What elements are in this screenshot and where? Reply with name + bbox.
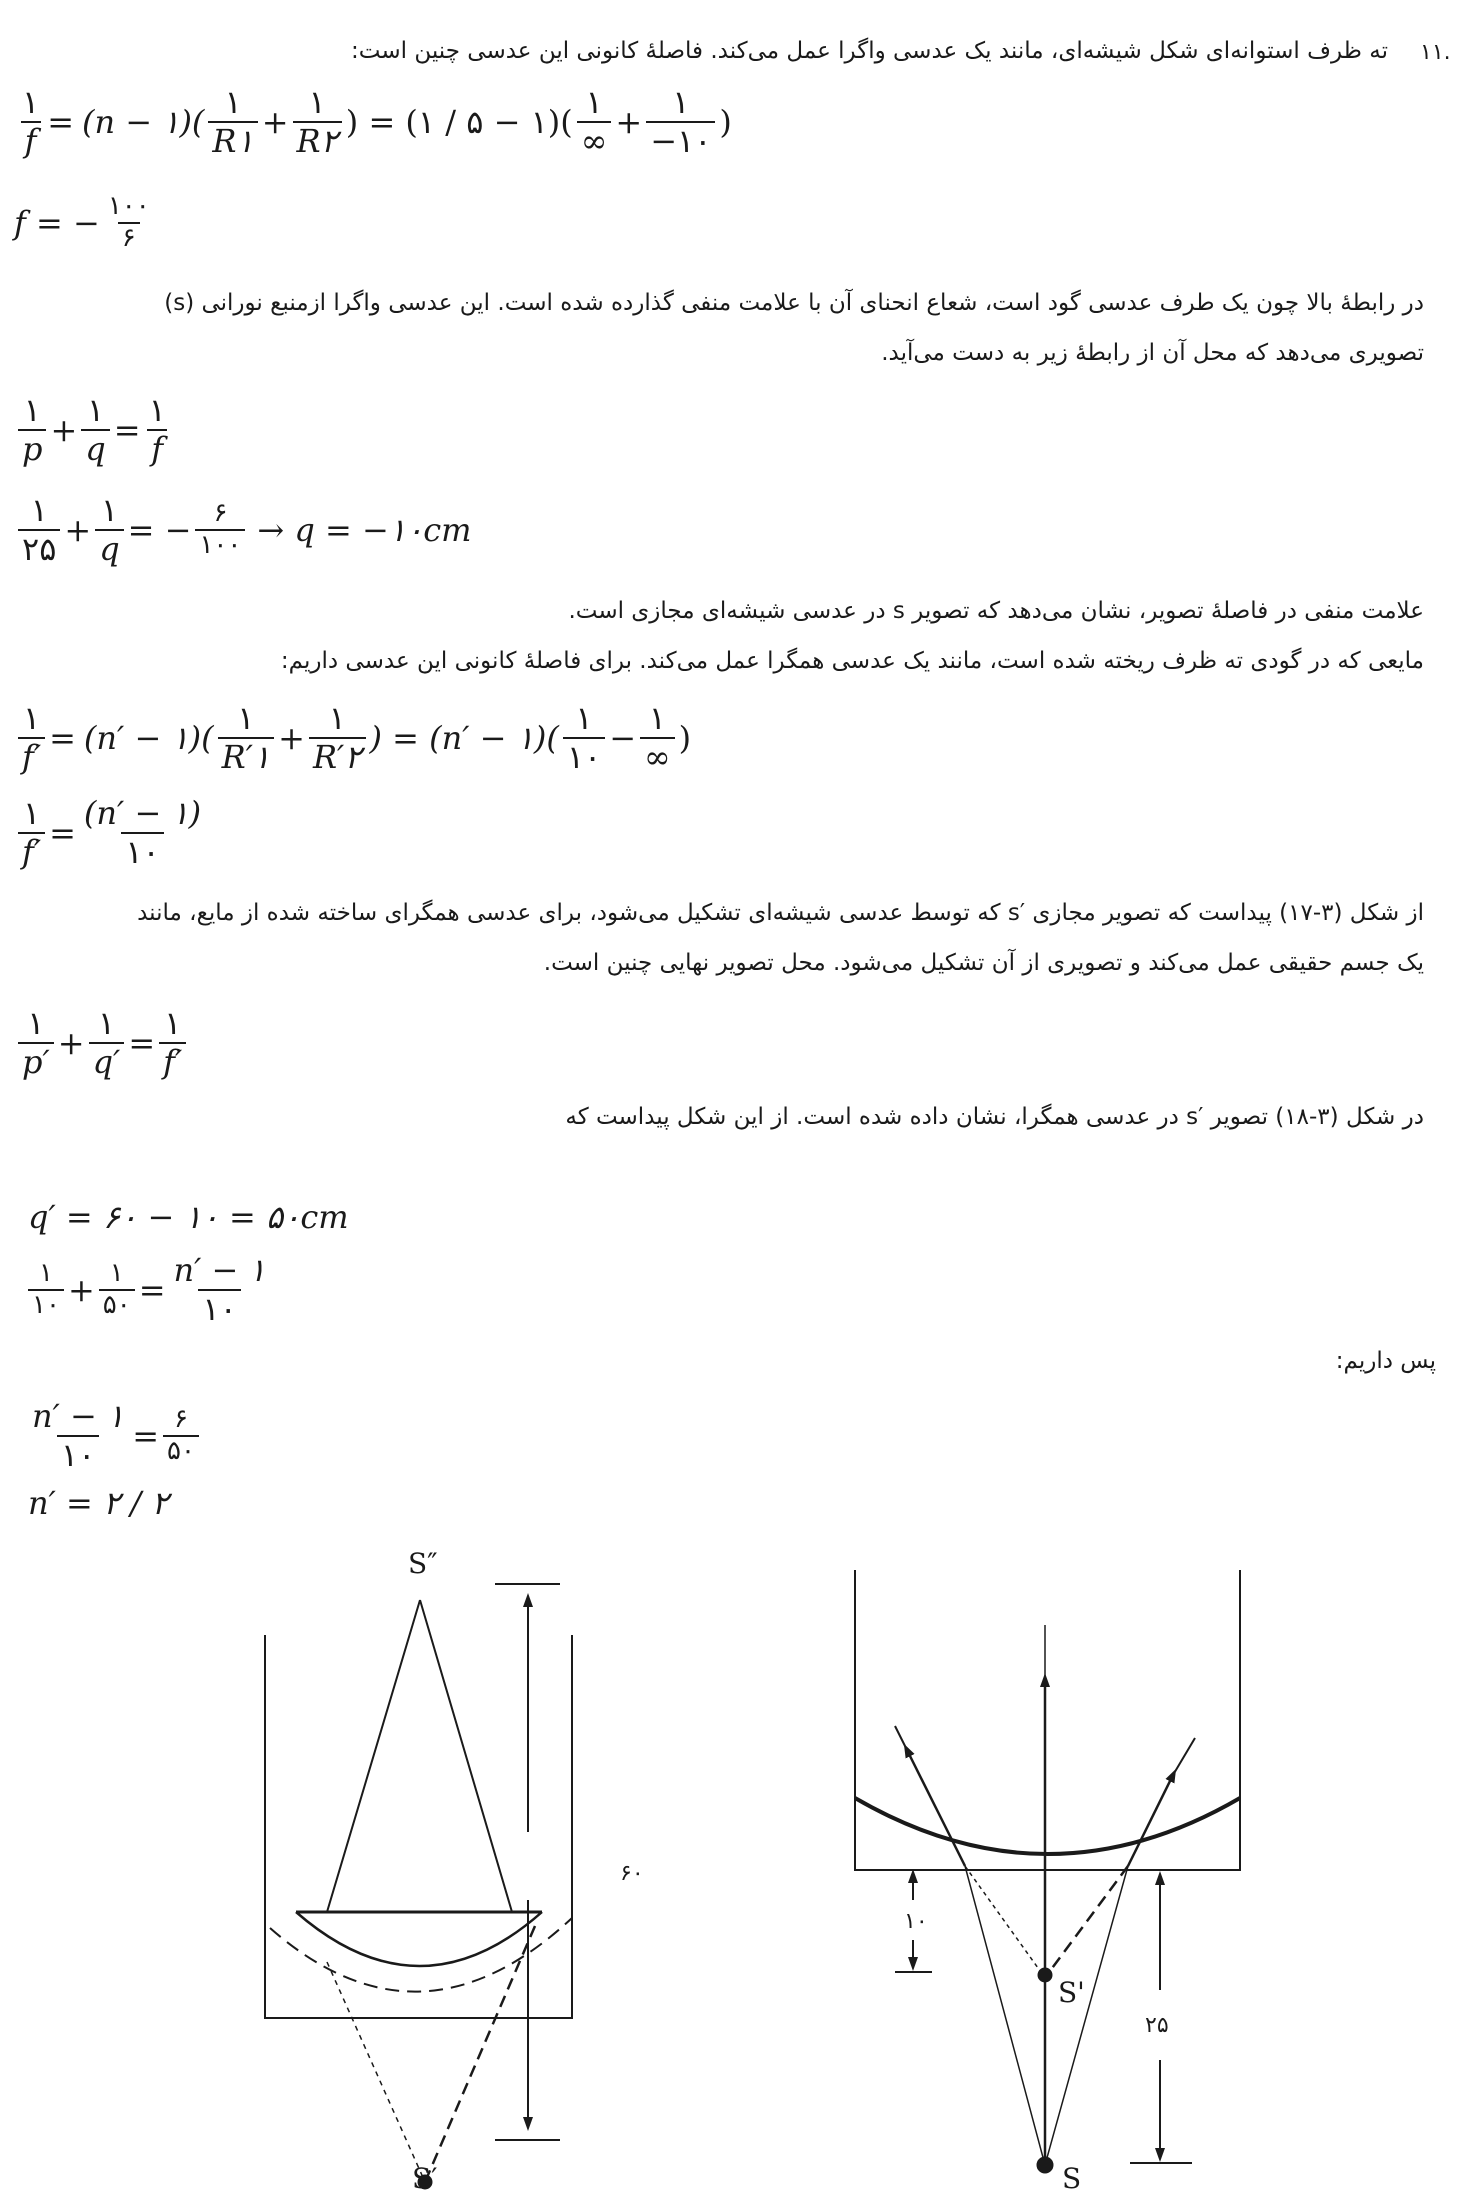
- liquid-lens-bottom: [296, 1912, 542, 1966]
- equation-2: f = − $\frac{۱۰۰}{۶}$: [14, 191, 150, 253]
- virtual-ray-right: [1047, 1866, 1128, 1975]
- paragraph-2a: در رابطهٔ بالا چون یک طرف عدسی گود است، شعاع انحنای آن با علامت منفی گذارده شده است. این عدسی واگرا ازمنبع نورانی (s): [164, 290, 1424, 316]
- paragraph-1: ته ظرف استوانه‌ای شکل شیشه‌ای، مانند یک عدسی واگرا عمل می‌کند. فاصلهٔ کانونی این عدسی چنین است:: [351, 38, 1388, 64]
- paragraph-5b: یک جسم حقیقی عمل می‌کند و تصویری از آن تشکیل می‌شود. محل تصویر نهایی چنین است.: [543, 950, 1424, 976]
- equation-3: $\frac{۱}{p}$ + $\frac{۱}{q}$ = $\frac{۱}{f}$: [14, 392, 174, 468]
- paragraph-4: مایعی که در گودی ته ظرف ریخته شده است، مانند یک عدسی همگرا عمل می‌کند. برای فاصلهٔ کانونی این عدسی داریم:: [280, 648, 1424, 674]
- paragraph-6: در شکل (۳-۱۸) تصویر ′s در عدسی همگرا، نشان داده شده است. از این شکل پیداست که: [565, 1104, 1424, 1130]
- equation-10: $\frac{n' - ۱}{۱۰}$ = $\frac{۶}{۵۰}$: [24, 1398, 203, 1474]
- left-ray-dashed-1: [327, 1962, 425, 2182]
- label-25: ۲۵: [1145, 2013, 1169, 2038]
- ray-right-upper: [1173, 1738, 1195, 1775]
- source-dot: [1037, 2157, 1053, 2173]
- left-container: [265, 1635, 572, 2018]
- equation-11: n′ = ۲ / ۲: [28, 1484, 169, 1522]
- ray-left-upper: [895, 1726, 907, 1750]
- paragraph-5a: از شکل (۳-۱۷) پیداست که تصویر مجازی ′s که توسط عدسی شیشه‌ای تشکیل می‌شود، برای عدسی همگرای ساخته شده از مایع، مانند: [137, 900, 1424, 926]
- left-figure: [265, 1584, 572, 2189]
- equation-7: $\frac{۱}{p'}$ + $\frac{۱}{q'}$ = $\frac{۱}{f'}$: [14, 1005, 190, 1081]
- label-10: ۱۰: [904, 1909, 928, 1934]
- equation-5: $\frac{۱}{f'}$ = (n′ − ۱)( $\frac{۱}{R'۱}$ + $\frac{۱}{R'۲}$ ) = (n′ − ۱)( $\frac{۱}{۱۰}$ − $\frac{۱}{\infty}$ ): [14, 700, 691, 776]
- equation-8: q′ = ۶۰ − ۱۰ = ۵۰cm: [28, 1198, 349, 1236]
- equation-1: $\frac{۱}{f}$ = (n − ۱)( $\frac{۱}{R۱}$ + $\frac{۱}{R۲}$ ) = (۱ / ۵ − ۱)( $\frac{۱}{\infty}$ + $\frac{۱}{-۱۰}$ ): [22, 83, 732, 160]
- glass-bottom-curved: [855, 1798, 1240, 1854]
- label-s-double-prime: S″: [408, 1547, 438, 1580]
- virtual-image-dot: [1038, 1968, 1052, 1982]
- ray-right-out: [1128, 1775, 1173, 1866]
- label-60: ۶۰: [620, 1861, 644, 1886]
- equation-9: $\frac{۱}{۱۰}$ + $\frac{۱}{۵۰}$ = $\frac{n' - ۱}{۱۰}$: [24, 1252, 274, 1328]
- label-s: S: [1062, 2162, 1082, 2195]
- ray-left-in: [965, 1866, 1045, 2165]
- paragraph-2b: تصویری می‌دهد که محل آن از رابطهٔ زیر به دست می‌آید.: [881, 340, 1424, 366]
- left-cone-ray-right: [420, 1600, 512, 1912]
- ray-right-in: [1045, 1866, 1128, 2165]
- problem-number: ۱۱.: [1420, 40, 1451, 65]
- right-figure: [855, 1570, 1240, 2173]
- label-s-prime-left: S′: [412, 2162, 438, 2195]
- label-s-prime-right: S': [1058, 1976, 1085, 2009]
- left-cone-ray-left: [327, 1600, 420, 1912]
- equation-6: $\frac{۱}{f'}$ = $\frac{(n' - ۱)}{۱۰}$: [14, 795, 209, 871]
- paragraph-3: علامت منفی در فاصلهٔ تصویر، نشان می‌دهد که تصویر s در عدسی شیشه‌ای مجازی است.: [568, 598, 1424, 624]
- virtual-ray-left: [965, 1866, 1043, 1975]
- ray-left-out: [907, 1750, 965, 1866]
- paragraph-7: پس داریم:: [1335, 1348, 1436, 1374]
- equation-4: $\frac{۱}{۲۵}$ + $\frac{۱}{q}$ = − $\frac{۶}{۱۰۰}$ → q = −۱۰cm: [14, 492, 471, 568]
